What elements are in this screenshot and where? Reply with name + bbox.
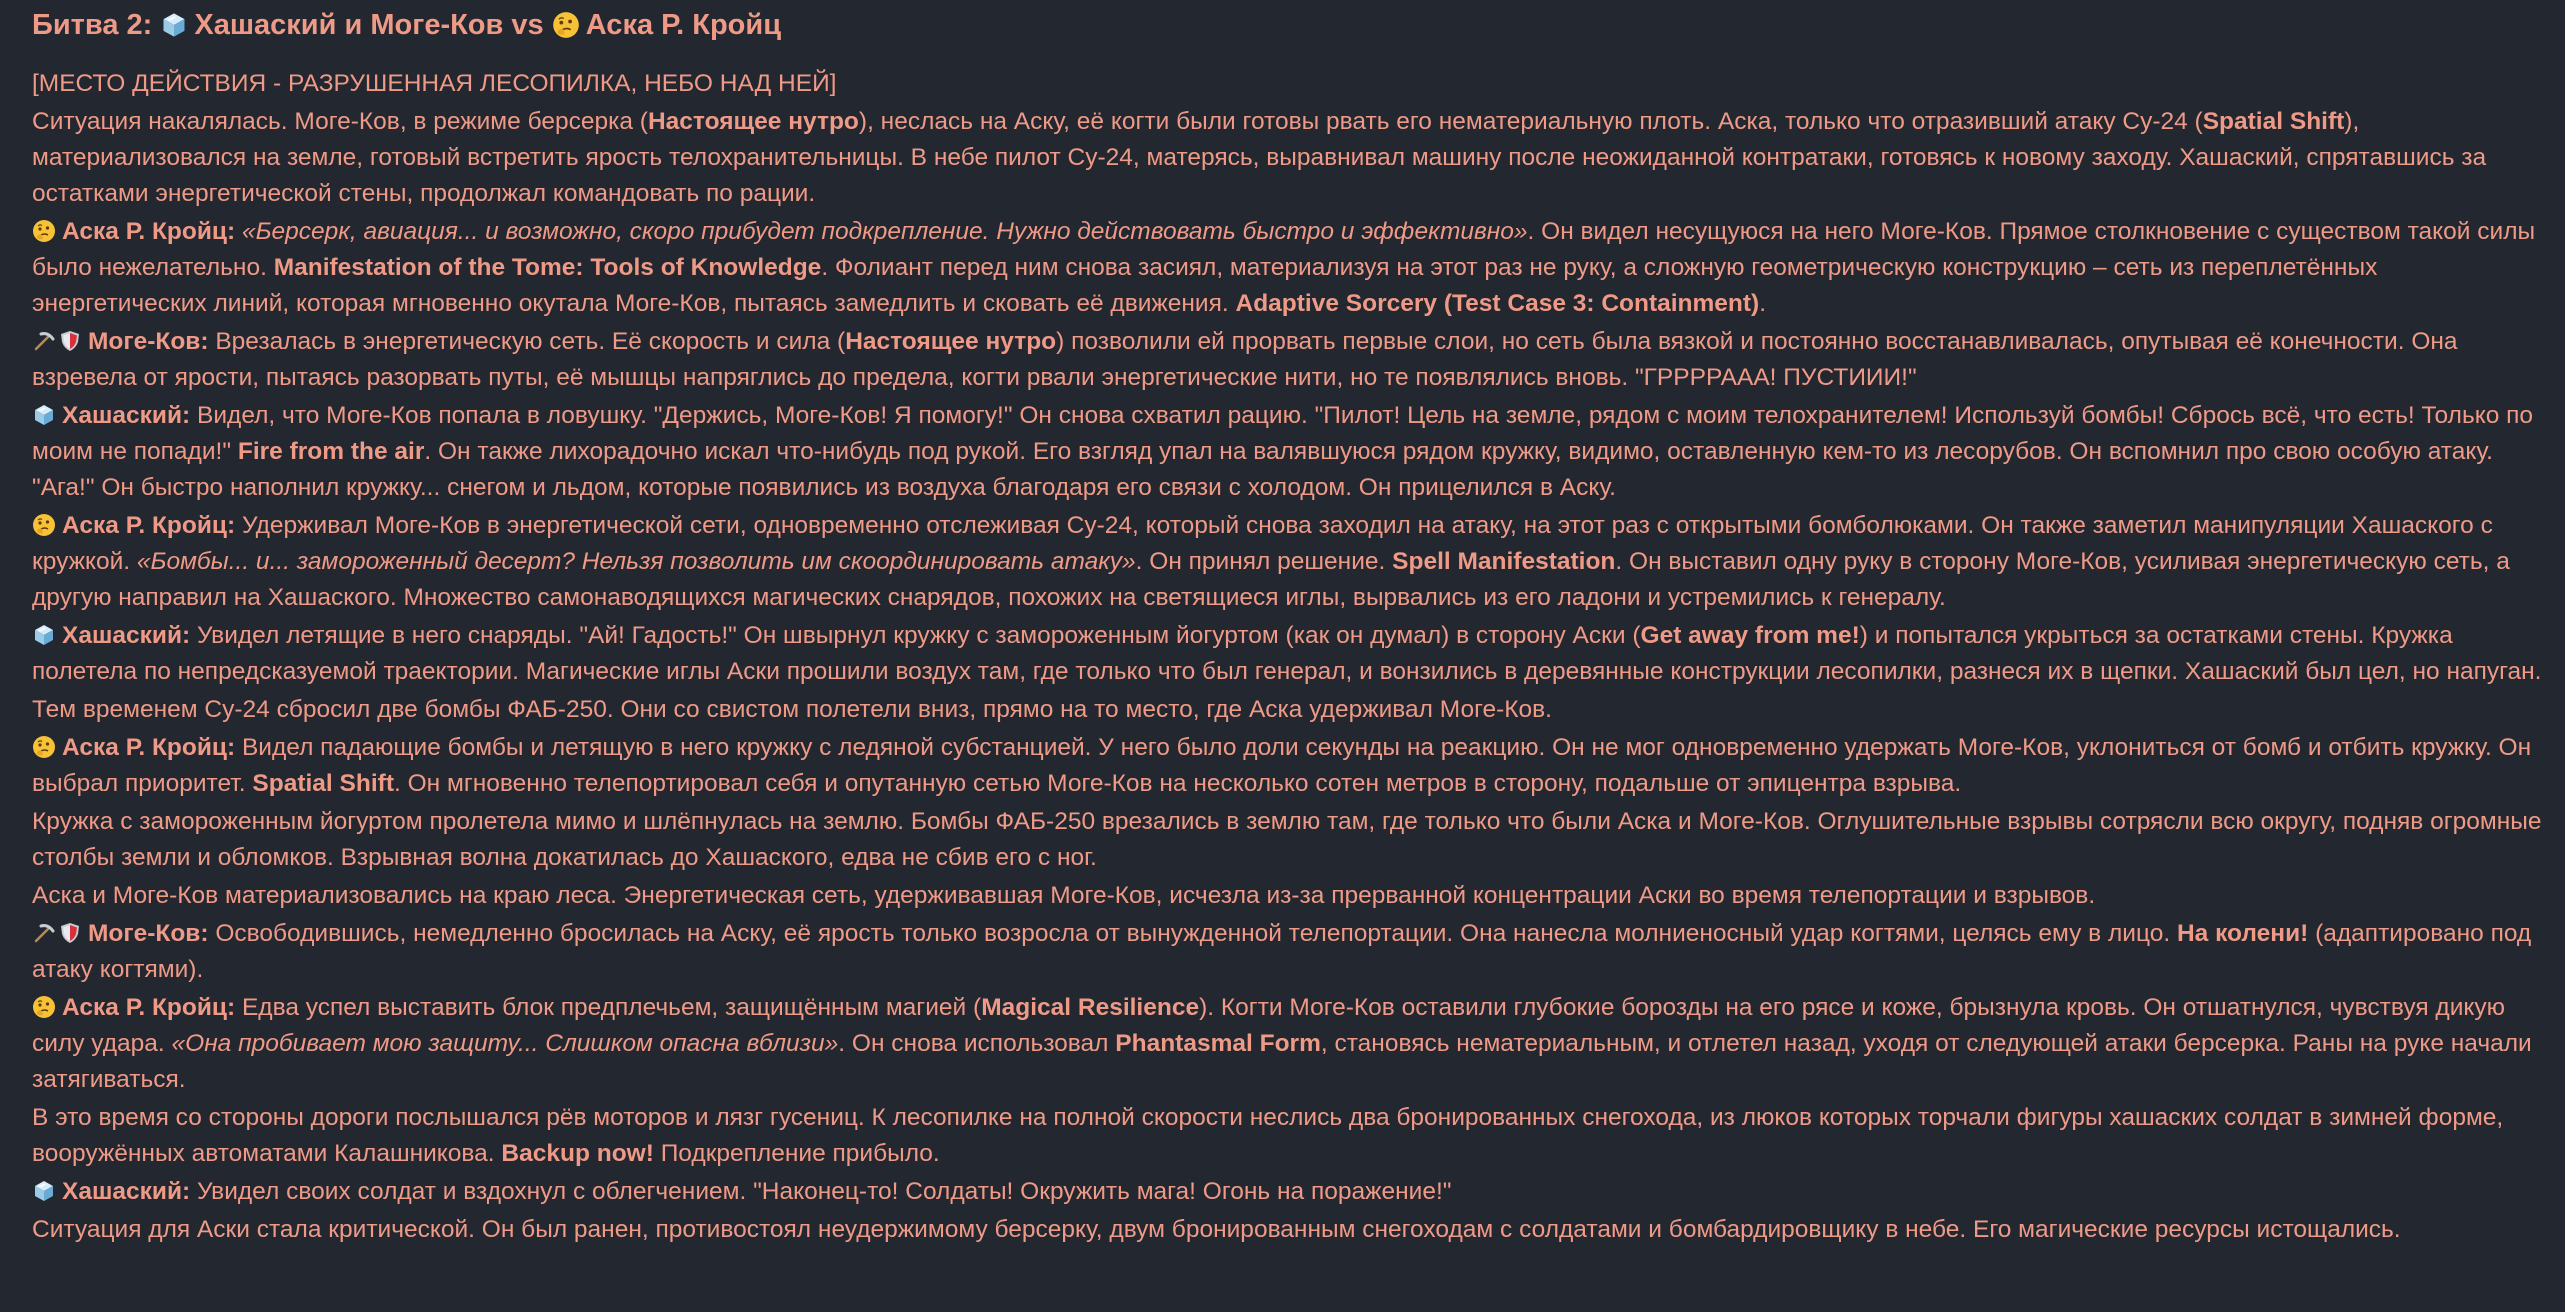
text-segment: Видел падающие бомбы и летящую в него кружку с ледяной субстанцией. У него было доли секунды на реакцию. Он не мог одновременно удержать Моге-Ков, уклониться от бомб и отбить кружку. Он выбрал приоритет. bbox=[32, 734, 2532, 797]
text-segment: Едва успел выставить блок предплечьем, защищённым магией ( bbox=[235, 994, 982, 1021]
text-segment: ), материализовался на земле, готовый встретить ярость телохранительницы. В небе пилот Су-24, матерясь, выравнивал машину после неожиданной контратаки, готовясь к новому заходу. Хашаский, спрятавшись за остатками энергетической стены, продолжал командовать по рации. bbox=[32, 108, 2487, 207]
text-segment: ) и попытался укрыться за остатками стены. Кружка полетела по непредсказуемой траектории. Магические иглы Аски прошили воздух там, где только что был генерал, и вонзились в деревянные конструкции лесопилки, разнеся их в щепки. Хашаский был цел, но напуган. bbox=[32, 622, 2542, 685]
text-segment: В это время со стороны дороги послышался рёв моторов и лязг гусениц. К лесопилке на полной скорости неслись два бронированных снегохода, из люков которых торчали фигуры хашаских солдат в зимней форме, вооружённых автоматами Калашникова. bbox=[32, 1104, 2504, 1167]
pick-and-shield-icon bbox=[32, 329, 82, 353]
bold-text: Get away from me! bbox=[1640, 622, 1860, 649]
text-segment: . bbox=[1759, 290, 1767, 317]
text-segment: (адаптировано под атаку когтями). bbox=[32, 920, 2532, 983]
thinking-face-icon bbox=[32, 735, 56, 759]
bold-text: Manifestation of the Tome: Tools of Knowledge bbox=[273, 254, 822, 281]
text-segment: . Он также лихорадочно искал что-нибудь под рукой. Его взгляд упал на валявшуюся рядом кружку, видимо, оставленную кем-то из лесорубов. Он вспомнил про свою особую атаку. "Ага!" Он быстро наполнил кружку... снегом и льдом, которые появились из воздуха благодаря его связи с холодом. Он прицелился в Аску. bbox=[32, 438, 2493, 501]
hashasky-turn bbox=[32, 398, 2542, 506]
speaker-name: Хашаский: bbox=[62, 402, 191, 429]
text-segment: Освободившись, немедленно бросилась на Аску, её ярость только возросла от вынужденной телепортации. Она нанесла молниеносный удар когтями, целясь ему в лицо. bbox=[208, 920, 2177, 947]
speaker-name: Хашаский: bbox=[62, 1178, 191, 1205]
aska-turn bbox=[32, 214, 2542, 322]
text-segment: Увидел летящие в него снаряды. "Ай! Гадость!" Он швырнул кружку с замороженным йогуртом (как он думал) в сторону Аски ( bbox=[190, 622, 1641, 649]
text-segment: . Он снова использовал bbox=[838, 1030, 1116, 1057]
chat-message bbox=[32, 4, 2542, 1250]
text-segment bbox=[235, 218, 242, 245]
battle-title bbox=[32, 4, 2542, 46]
title-prefix: Битва 2: bbox=[32, 9, 153, 41]
speaker-name: Моге-Ков: bbox=[88, 328, 209, 355]
thinking-face-icon bbox=[32, 219, 56, 243]
text-segment: Видел, что Моге-Ков попала в ловушку. "Держись, Моге-Ков! Я помогу!" Он снова схватил рацию. "Пилот! Цель на земле, рядом с моим телохранителем! Используй бомбы! Сбрось всё, что есть! Только по моим не попади!" bbox=[32, 402, 2534, 465]
thinking-face-icon bbox=[32, 995, 56, 1019]
bold-text: Magical Resilience bbox=[981, 994, 1200, 1021]
hashasky-turn bbox=[32, 618, 2542, 690]
text-segment: Ситуация для Аски стала критической. Он был ранен, противостоял неудержимому берсерку, двум бронированным снегоходам с солдатами и бомбардировщику в небе. Его магические ресурсы истощались. bbox=[32, 1216, 2401, 1243]
text-segment: ) позволили ей прорвать первые слои, но сеть была вязкой и постоянно восстанавливалась, опутывая её конечности. Она взревела от ярости, пытаясь разорвать путы, её мышцы напряглись до предела, когти рвали энергетические нити, но те появлялись вновь. "ГРРРРААА! ПУСТИИИ!" bbox=[32, 328, 2458, 391]
narration-paragraph bbox=[32, 1100, 2542, 1172]
title-vs: vs bbox=[511, 9, 544, 41]
thinking-face-icon bbox=[552, 11, 580, 39]
text-segment: Врезалась в энергетическую сеть. Её скорость и сила ( bbox=[208, 328, 846, 355]
text-segment: , становясь нематериальным, и отлетел назад, уходя от следующей атаки берсерка. Раны на руке начали затягиваться. bbox=[32, 1030, 2532, 1093]
bold-text: Spell Manifestation bbox=[1392, 548, 1616, 575]
thinking-face-icon bbox=[32, 513, 56, 537]
bold-text: Fire from the air bbox=[237, 438, 425, 465]
italic-quote: «Берсерк, авиация... и возможно, скоро прибудет подкрепление. Нужно действовать быстро и эффективно» bbox=[241, 218, 1528, 245]
scene-heading bbox=[32, 66, 2542, 102]
text-segment: Тем временем Су-24 сбросил две бомбы ФАБ-250. Они со свистом полетели вниз, прямо на то место, где Аска удерживал Моге-Ков. bbox=[32, 696, 1552, 723]
text-segment: ). Когти Моге-Ков оставили глубокие борозды на его рясе и коже, брызнула кровь. Он отшатнулся, чувствуя дикую силу удара. bbox=[32, 994, 2506, 1057]
narration-paragraph bbox=[32, 878, 2542, 914]
text-segment: Кружка с замороженным йогуртом пролетела мимо и шлёпнулась на землю. Бомбы ФАБ-250 врезались в землю там, где только что были Аска и Моге-Ков. Оглушительные взрывы сотрясли всю округу, подняв огромные столбы земли и обломков. Взрывная волна докатилась до Хашаского, едва не сбив его с ног. bbox=[32, 808, 2542, 871]
ice-cube-icon bbox=[160, 11, 188, 39]
speaker-name: Хашаский: bbox=[62, 622, 191, 649]
aska-turn bbox=[32, 990, 2542, 1098]
text-segment: Аска и Моге-Ков материализовались на краю леса. Энергетическая сеть, удерживавшая Моге-Ков, исчезла из-за прерванной концентрации Аски во время телепортации и взрывов. bbox=[32, 882, 2096, 909]
speaker-name: Аска Р. Кройц: bbox=[62, 218, 236, 245]
narration-paragraph bbox=[32, 104, 2542, 212]
bold-text: Spatial Shift bbox=[2202, 108, 2345, 135]
pick-and-shield-icon bbox=[32, 921, 82, 945]
text-segment: Удерживал Моге-Ков в энергетической сети, одновременно отслеживая Су-24, который снова заходил на атаку, на этот раз с открытыми бомболюками. Он также заметил манипуляции Хашаского с кружкой. bbox=[32, 512, 2493, 575]
hashasky-turn bbox=[32, 1174, 2542, 1210]
italic-quote: «Она пробивает мою защиту... Слишком опасна вблизи» bbox=[171, 1030, 839, 1057]
bold-text: На колени! bbox=[2176, 920, 2309, 947]
bold-text: Настоящее нутро bbox=[845, 328, 1057, 355]
speaker-name: Моге-Ков: bbox=[88, 920, 209, 947]
bold-text: Backup now! bbox=[501, 1140, 654, 1167]
mogekov-turn bbox=[32, 324, 2542, 396]
narration-paragraph bbox=[32, 692, 2542, 728]
ice-cube-icon bbox=[32, 403, 56, 427]
speaker-name: Аска Р. Кройц: bbox=[62, 734, 236, 761]
bold-text: Adaptive Sorcery (Test Case 3: Containment) bbox=[1235, 290, 1760, 317]
title-side2: Аска Р. Кройц bbox=[585, 9, 782, 41]
title-side1: Хашаский и Моге-Ков bbox=[194, 9, 504, 41]
speaker-name: Аска Р. Кройц: bbox=[62, 994, 236, 1021]
text-segment: . Он выставил одну руку в сторону Моге-Ков, усиливая энергетическую сеть, а другую направил на Хашаского. Множество самонаводящихся магических снарядов, похожих на светящиеся иглы, вырвались из его ладони и устремились к генералу. bbox=[32, 548, 2510, 611]
text-segment: . Он видел несущуюся на него Моге-Ков. Прямое столкновение с существом такой силы было нежелательно. bbox=[32, 218, 2536, 281]
bold-text: Phantasmal Form bbox=[1115, 1030, 1321, 1057]
bold-text: Настоящее нутро bbox=[647, 108, 859, 135]
speaker-name: Аска Р. Кройц: bbox=[62, 512, 236, 539]
text-segment: [МЕСТО ДЕЙСТВИЯ - РАЗРУШЕННАЯ ЛЕСОПИЛКА, НЕБО НАД НЕЙ] bbox=[32, 70, 837, 97]
narration-paragraph bbox=[32, 804, 2542, 876]
text-segment: . Он мгновенно телепортировал себя и опутанную сетью Моге-Ков на несколько сотен метров в сторону, подальше от эпицентра взрыва. bbox=[393, 770, 1962, 797]
text-segment: . Он принял решение. bbox=[1135, 548, 1393, 575]
text-segment: Увидел своих солдат и вздохнул с облегчением. "Наконец-то! Солдаты! Окружить мага! Огонь на поражение!" bbox=[190, 1178, 1452, 1205]
text-segment: Ситуация накалялась. Моге-Ков, в режиме берсерка ( bbox=[32, 108, 648, 135]
ice-cube-icon bbox=[32, 1179, 56, 1203]
aska-turn bbox=[32, 730, 2542, 802]
bold-text: Spatial Shift bbox=[252, 770, 394, 797]
text-segment: Подкрепление прибыло. bbox=[653, 1140, 940, 1167]
mogekov-turn bbox=[32, 916, 2542, 988]
text-segment: ), неслась на Аску, её когти были готовы рвать его нематериальную плоть. Аска, только что отразивший атаку Су-24 ( bbox=[858, 108, 2203, 135]
narration-paragraph bbox=[32, 1212, 2542, 1248]
aska-turn bbox=[32, 508, 2542, 616]
italic-quote: «Бомбы... и... замороженный десерт? Нельзя позволить им скоординировать атаку» bbox=[136, 548, 1136, 575]
ice-cube-icon bbox=[32, 623, 56, 647]
text-segment: . Фолиант перед ним снова засиял, материализуя на этот раз не руку, а сложную геометрическую конструкцию – сеть из переплетённых энергетических линий, которая мгновенно окутала Моге-Ков, пытаясь замедлить и сковать её движения. bbox=[32, 254, 2378, 317]
